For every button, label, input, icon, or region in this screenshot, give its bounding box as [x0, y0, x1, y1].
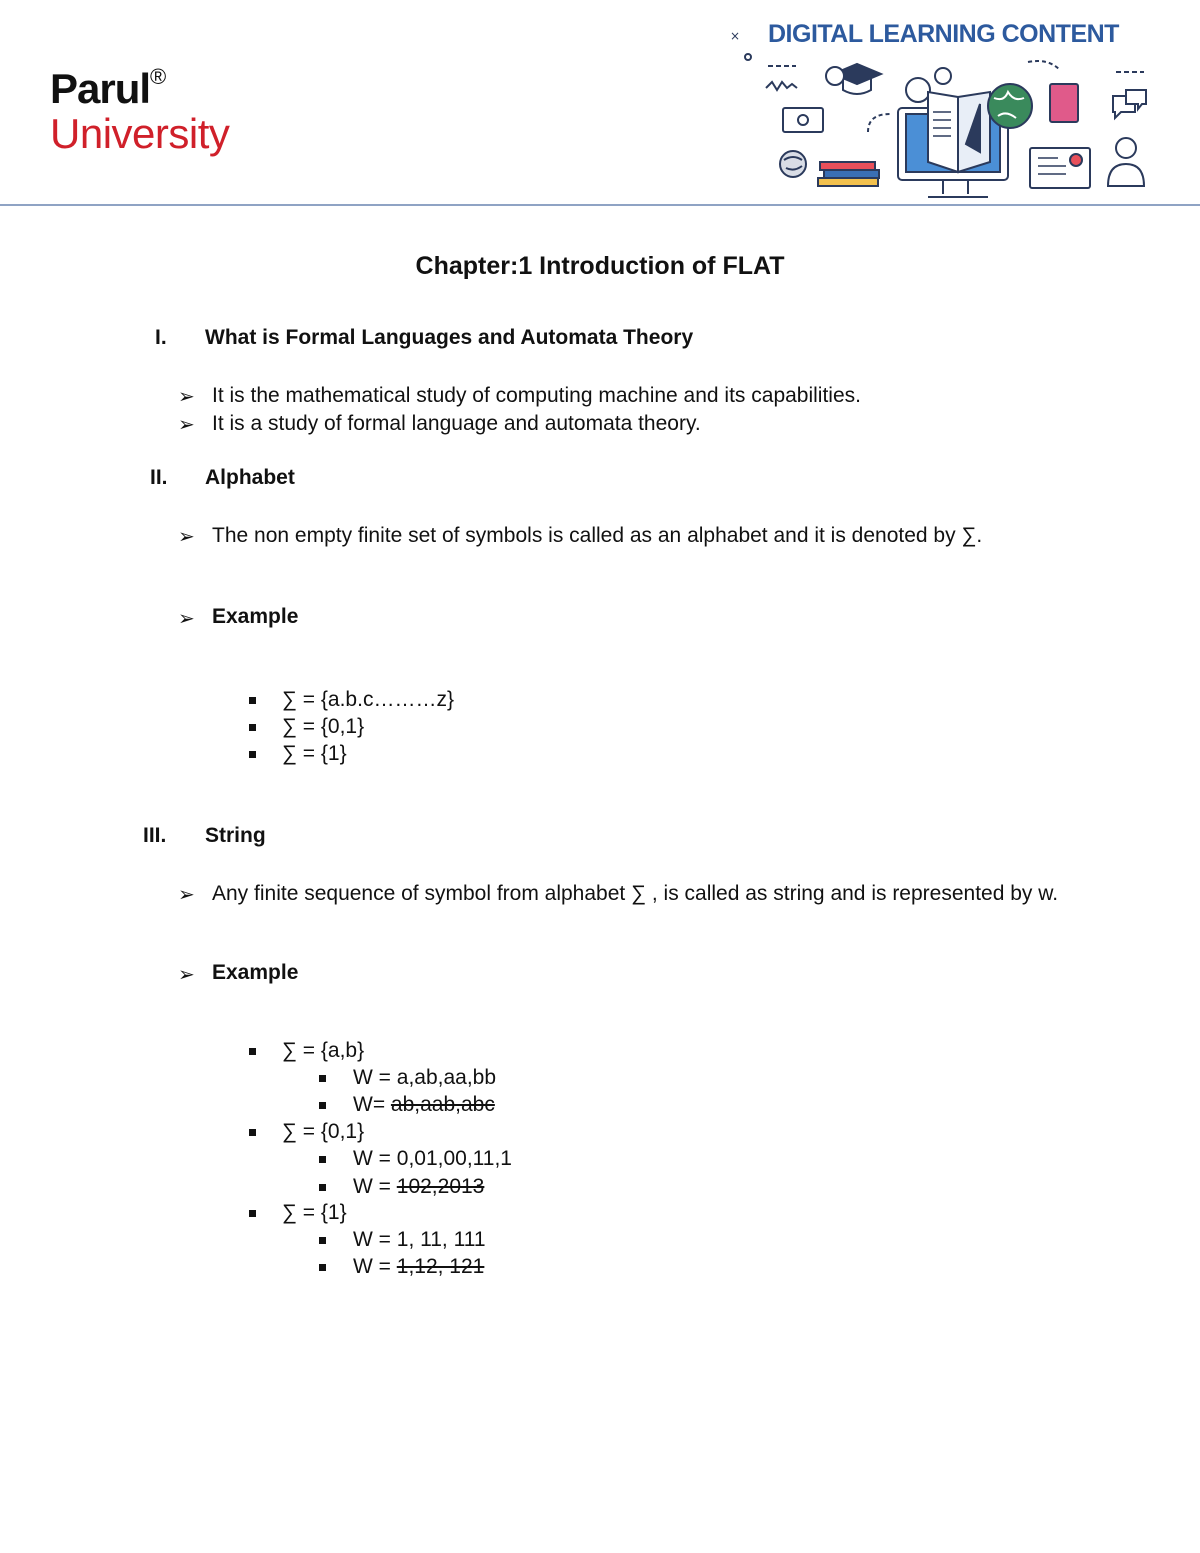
- arrow-bullet-icon: ➢: [178, 964, 195, 986]
- section-number: III.: [143, 824, 167, 847]
- square-bullet-icon: [319, 1102, 326, 1109]
- section-title: Alphabet: [205, 466, 295, 489]
- valid-string-item: W = 0,01,00,11,1: [353, 1147, 512, 1170]
- page-header: [0, 0, 1200, 206]
- list-item: ∑ = {0,1}: [282, 715, 365, 738]
- university-logo: [50, 58, 229, 156]
- square-bullet-icon: [249, 1210, 256, 1217]
- arrow-bullet-icon: ➢: [178, 414, 195, 436]
- digital-learning-banner: DIGITAL LEARNING CONTENT: [768, 20, 1119, 48]
- arrow-bullet-icon: ➢: [178, 884, 195, 906]
- square-bullet-icon: [249, 1129, 256, 1136]
- logo-university: University: [50, 110, 230, 157]
- square-bullet-icon: [249, 1048, 256, 1055]
- square-bullet-icon: [249, 697, 256, 704]
- struck-out-strings: 102,2013: [396, 1175, 485, 1198]
- example-label: Example: [212, 961, 299, 984]
- struck-out-strings: ab,aab,abc: [390, 1093, 495, 1116]
- section-number: I.: [155, 326, 167, 349]
- alphabet-item: ∑ = {1}: [282, 1201, 347, 1224]
- alphabet-item: ∑ = {a,b}: [282, 1039, 365, 1062]
- valid-string-item: W = a,ab,aa,bb: [353, 1066, 497, 1089]
- bullet-point: Any finite sequence of symbol from alphabet ∑ , is called as string and is represented by w.: [212, 882, 1059, 905]
- logo-parul: Parul: [50, 65, 151, 112]
- bullet-point: It is a study of formal language and automata theory.: [212, 412, 701, 435]
- bullet-point: It is the mathematical study of computing machine and its capabilities.: [212, 384, 861, 407]
- arrow-bullet-icon: ➢: [178, 526, 195, 548]
- list-item: ∑ = {1}: [282, 742, 347, 765]
- valid-string-item: W = 1, 11, 111: [353, 1228, 486, 1251]
- invalid-string-item: W = 102,2013: [353, 1175, 485, 1198]
- struck-out-strings: 1,12, 121: [396, 1255, 485, 1278]
- arrow-bullet-icon: ➢: [178, 608, 195, 630]
- square-bullet-icon: [249, 751, 256, 758]
- example-label: Example: [212, 605, 299, 628]
- section-title: What is Formal Languages and Automata Theory: [205, 326, 694, 349]
- svg-text:×: ×: [730, 29, 741, 43]
- square-bullet-icon: [319, 1075, 326, 1082]
- arrow-bullet-icon: ➢: [178, 386, 195, 408]
- registered-mark: ®: [150, 64, 166, 89]
- square-bullet-icon: [319, 1156, 326, 1163]
- bullet-point: The non empty finite set of symbols is called as an alphabet and it is denoted by ∑.: [212, 524, 983, 547]
- square-bullet-icon: [249, 724, 256, 731]
- alphabet-item: ∑ = {0,1}: [282, 1120, 365, 1143]
- section-number: II.: [150, 466, 168, 489]
- square-bullet-icon: [319, 1264, 326, 1271]
- list-item: ∑ = {a.b.c………z}: [282, 688, 454, 711]
- section-title: String: [205, 824, 266, 847]
- invalid-string-item: W = 1,12, 121: [353, 1255, 485, 1278]
- invalid-string-item: W= ab,aab,abc: [353, 1093, 495, 1116]
- header-divider: [0, 204, 1200, 206]
- square-bullet-icon: [319, 1237, 326, 1244]
- square-bullet-icon: [319, 1184, 326, 1191]
- chapter-title: Chapter:1 Introduction of FLAT: [415, 252, 785, 280]
